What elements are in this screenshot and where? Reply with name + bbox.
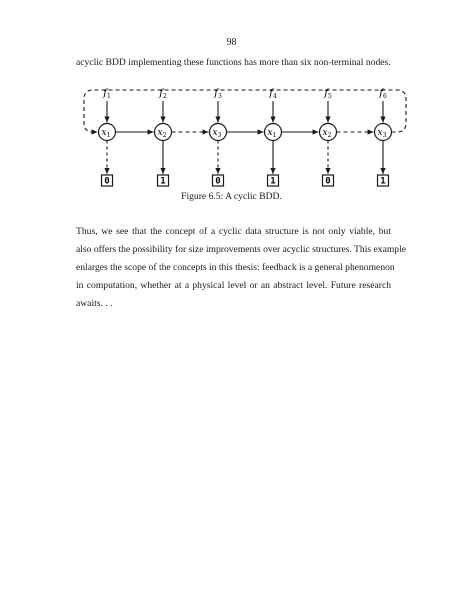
node-variable-label: $x_1$ — [267, 128, 277, 139]
function-label: $f_2$ — [159, 88, 167, 100]
function-label: $f_6$ — [379, 88, 387, 100]
figure-caption: Figure 6.5: A cyclic BDD. — [181, 191, 282, 202]
function-label: $f_3$ — [214, 88, 222, 100]
feedback-loop-edge — [84, 90, 406, 132]
node-variable-label: $x_2$ — [322, 128, 332, 139]
node-variable-label: $x_1$ — [101, 128, 111, 139]
paragraph-line-4: in computation, whether at a physical level or an abstract level. Future research — [76, 280, 391, 291]
function-label: $f_5$ — [324, 88, 332, 100]
intro-text-line: acyclic BDD implementing these functions has more than six non-terminal nodes. — [76, 57, 391, 68]
node-variable-label: $x_3$ — [212, 128, 222, 139]
terminal-label: 1 — [270, 176, 276, 187]
paragraph-line-5: awaits. . . — [76, 298, 113, 309]
function-label: $f_4$ — [269, 88, 277, 100]
terminal-label: 0 — [215, 176, 221, 187]
terminal-label: 1 — [380, 176, 386, 187]
node-variable-label: $x_3$ — [377, 128, 387, 139]
node-variable-label: $x_2$ — [157, 128, 167, 139]
paragraph-line-3: enlarges the scope of the concepts in this thesis: feedback is a general phenomenon — [76, 262, 395, 273]
terminal-label: 0 — [104, 176, 110, 187]
paragraph-line-2: also offers the possibility for size improvements over acyclic structures. This example — [76, 244, 407, 255]
page-number: 98 — [226, 37, 237, 48]
terminal-label: 0 — [325, 176, 331, 187]
terminal-label: 1 — [160, 176, 166, 187]
function-label: $f_1$ — [103, 88, 111, 100]
paragraph-line-1: Thus, we see that the concept of a cyclic data structure is not only viable, but — [76, 226, 391, 237]
